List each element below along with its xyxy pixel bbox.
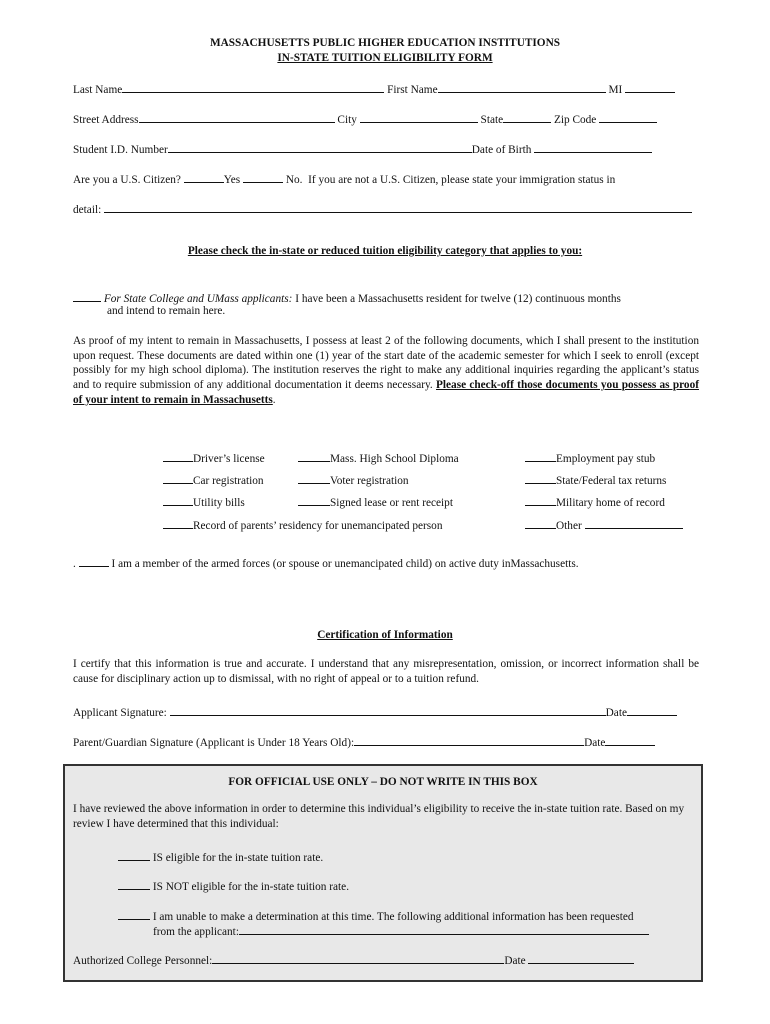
official-undetermined-text: I am unable to make a determination at this time. The following additional information has been requested: [152, 911, 634, 923]
category-heading: Please check the in-state or reduced tuition eligibility category that applies to you:: [187, 245, 583, 257]
doc-lease: [298, 493, 453, 511]
option-resident-text: I have been a Massachusetts resident for twelve (12) continuous months: [295, 293, 621, 305]
doc-tax-returns-blank[interactable]: [525, 471, 556, 484]
official-personnel-label: Authorized College Personnel:: [73, 955, 213, 967]
official-use-box: [63, 764, 703, 982]
doc-drivers-license-blank[interactable]: [163, 449, 193, 462]
city-field[interactable]: [360, 110, 478, 123]
official-eligible-row: [118, 848, 323, 866]
applicant-signature-field[interactable]: [170, 703, 606, 716]
official-undetermined-text-2: from the applicant:: [153, 926, 239, 938]
official-undetermined-blank[interactable]: [118, 907, 150, 920]
applicant-date-label: Date: [605, 707, 627, 719]
doc-diploma-blank[interactable]: [298, 449, 330, 462]
doc-military-home-label: Military home of record: [556, 497, 665, 509]
official-not-eligible-text: IS NOT eligible for the in-state tuition rate.: [152, 881, 350, 893]
date-of-birth-field[interactable]: [534, 140, 652, 153]
detail-row: [73, 200, 692, 218]
doc-tax-returns-label: State/Federal tax returns: [556, 475, 667, 487]
option-military-row: . I am a member of the armed forces (or spouse or unemancipated child) on active duty inMassachusetts.: [73, 554, 579, 572]
official-additional-info-field[interactable]: [239, 922, 649, 935]
option-resident-italic: For State College and UMass applicants:: [103, 293, 293, 305]
doc-drivers-license-label: Driver’s license: [193, 453, 265, 465]
address-row: [73, 110, 657, 128]
proof-paragraph: As proof of my intent to remain in Massachusetts, I possess at least 2 of the following documents, which I shall present to the institution upon request. These documents are dated within one (1) year of the start date of the academic semester for which I seek to enroll (except possibly for my high school diploma). The institution reserves the right to make any additional inquiries regarding the applicant’s status and to require submission of any additional documentation it deems necessary. Please check-off those documents you possess as proof of your intent to remain in Massachusetts.: [73, 335, 699, 406]
doc-voter-registration: [298, 471, 409, 489]
doc-voter-registration-label: Voter registration: [330, 475, 409, 487]
doc-car-registration: [163, 471, 264, 489]
doc-other-blank[interactable]: [525, 516, 556, 529]
form-subtitle: IN-STATE TUITION ELIGIBILITY FORM: [277, 52, 493, 64]
state-label: State: [480, 114, 504, 126]
official-heading: FOR OFFICIAL USE ONLY – DO NOT WRITE IN THIS BOX: [228, 776, 538, 788]
applicant-date-field[interactable]: [627, 703, 677, 716]
doc-drivers-license: [163, 449, 265, 467]
student-id-row: [73, 140, 652, 158]
official-date-field[interactable]: [528, 951, 634, 964]
doc-diploma-label: Mass. High School Diploma: [330, 453, 459, 465]
option-military-text: I am a member of the armed forces (or spouse or unemancipated child) on active duty inMassachusetts.: [111, 558, 579, 570]
official-eligible-text: IS eligible for the in-state tuition rate.: [152, 852, 324, 864]
doc-parents-residency-label: Record of parents’ residency for unemancipated person: [193, 520, 443, 532]
doc-parents-residency-blank[interactable]: [163, 516, 193, 529]
street-address-field[interactable]: [139, 110, 335, 123]
citizenship-row: [73, 170, 615, 188]
citizen-yes-blank[interactable]: [184, 170, 224, 183]
doc-car-registration-label: Car registration: [193, 475, 264, 487]
official-eligible-blank[interactable]: [118, 848, 150, 861]
doc-utility-bills-blank[interactable]: [163, 493, 193, 506]
option-military-blank[interactable]: [79, 554, 109, 567]
state-field[interactable]: [503, 110, 551, 123]
guardian-signature-row: [73, 733, 655, 751]
official-not-eligible-row: [118, 877, 349, 895]
doc-voter-registration-blank[interactable]: [298, 471, 330, 484]
doc-car-registration-blank[interactable]: [163, 471, 193, 484]
immigration-prompt: If you are not a U.S. Citizen, please state your immigration status in: [308, 174, 616, 186]
guardian-date-label: Date: [584, 737, 606, 749]
guardian-date-field[interactable]: [605, 733, 655, 746]
doc-other-field[interactable]: [585, 516, 683, 529]
zip-code-label: Zip Code: [553, 114, 597, 126]
citizen-question: Are you a U.S. Citizen?: [73, 174, 181, 186]
official-intro: I have reviewed the above information in order to determine this individual’s eligibility to receive the in-state tuition rate. Based on my review I have determined that this individual:: [73, 803, 685, 830]
first-name-label: First Name: [387, 84, 438, 96]
doc-lease-blank[interactable]: [298, 493, 330, 506]
official-personnel-row: [73, 951, 634, 969]
certification-text: I certify that this information is true and accurate. I understand that any misrepresentation, omission, or incorrect information shall be cause for disciplinary action up to dismissal, with no right of appeal or to a tuition refund.: [73, 658, 699, 685]
certification-heading: Certification of Information: [317, 629, 453, 641]
doc-pay-stub-label: Employment pay stub: [556, 453, 656, 465]
form-title: MASSACHUSETTS PUBLIC HIGHER EDUCATION INSTITUTIONS: [209, 37, 561, 49]
official-not-eligible-blank[interactable]: [118, 877, 150, 890]
last-name-field[interactable]: [122, 80, 384, 93]
proof-emphasis: Please check-off those documents you possess as proof of your intent to remain in Massachusetts: [73, 379, 699, 406]
detail-field[interactable]: [104, 200, 692, 213]
applicant-signature-label: Applicant Signature:: [73, 707, 167, 719]
official-date-label: Date: [504, 955, 526, 967]
option-resident-blank[interactable]: [73, 289, 101, 302]
last-name-label: Last Name: [73, 84, 123, 96]
doc-parents-residency: [163, 516, 442, 534]
doc-utility-bills-label: Utility bills: [193, 497, 245, 509]
official-personnel-field[interactable]: [212, 951, 504, 964]
mi-field[interactable]: [625, 80, 675, 93]
guardian-signature-label: Parent/Guardian Signature (Applicant is Under 18 Years Old):: [73, 737, 355, 749]
student-id-field[interactable]: [168, 140, 472, 153]
guardian-signature-field[interactable]: [354, 733, 584, 746]
first-name-field[interactable]: [438, 80, 606, 93]
city-label: City: [337, 114, 357, 126]
name-row: [73, 80, 675, 98]
doc-pay-stub-blank[interactable]: [525, 449, 556, 462]
citizen-yes-label: Yes: [223, 174, 241, 186]
doc-diploma: [298, 449, 459, 467]
street-address-label: Street Address: [73, 114, 139, 126]
detail-label: detail:: [73, 204, 102, 216]
doc-military-home-blank[interactable]: [525, 493, 556, 506]
option-resident-text-line2: and intend to remain here.: [107, 305, 226, 317]
zip-code-field[interactable]: [599, 110, 657, 123]
doc-tax-returns: [525, 471, 666, 489]
doc-military-home: [525, 493, 665, 511]
citizen-no-label: No.: [285, 174, 303, 186]
mi-label: MI: [608, 84, 623, 96]
proof-text: As proof of my intent to remain in Massachusetts, I possess at least 2 of the following documents, which I shall present to the institution upon request. These documents are dated within one (1) year of the start date of the academic semester for which I seek to enroll (except possibly for my high school diploma). The institution reserves the right to make any additional inquiries regarding the applicant’s status and to require submission of any additional documentation it deems necessary.: [73, 335, 699, 392]
doc-utility-bills: [163, 493, 245, 511]
doc-other: [525, 516, 683, 534]
official-undetermined-line2: [153, 922, 649, 940]
citizen-no-blank[interactable]: [243, 170, 283, 183]
student-id-label: Student I.D. Number: [73, 144, 168, 156]
date-of-birth-label: Date of Birth: [471, 144, 532, 156]
doc-pay-stub: [525, 449, 655, 467]
applicant-signature-row: [73, 703, 677, 721]
doc-lease-label: Signed lease or rent receipt: [330, 497, 453, 509]
doc-other-label: Other: [556, 520, 582, 532]
